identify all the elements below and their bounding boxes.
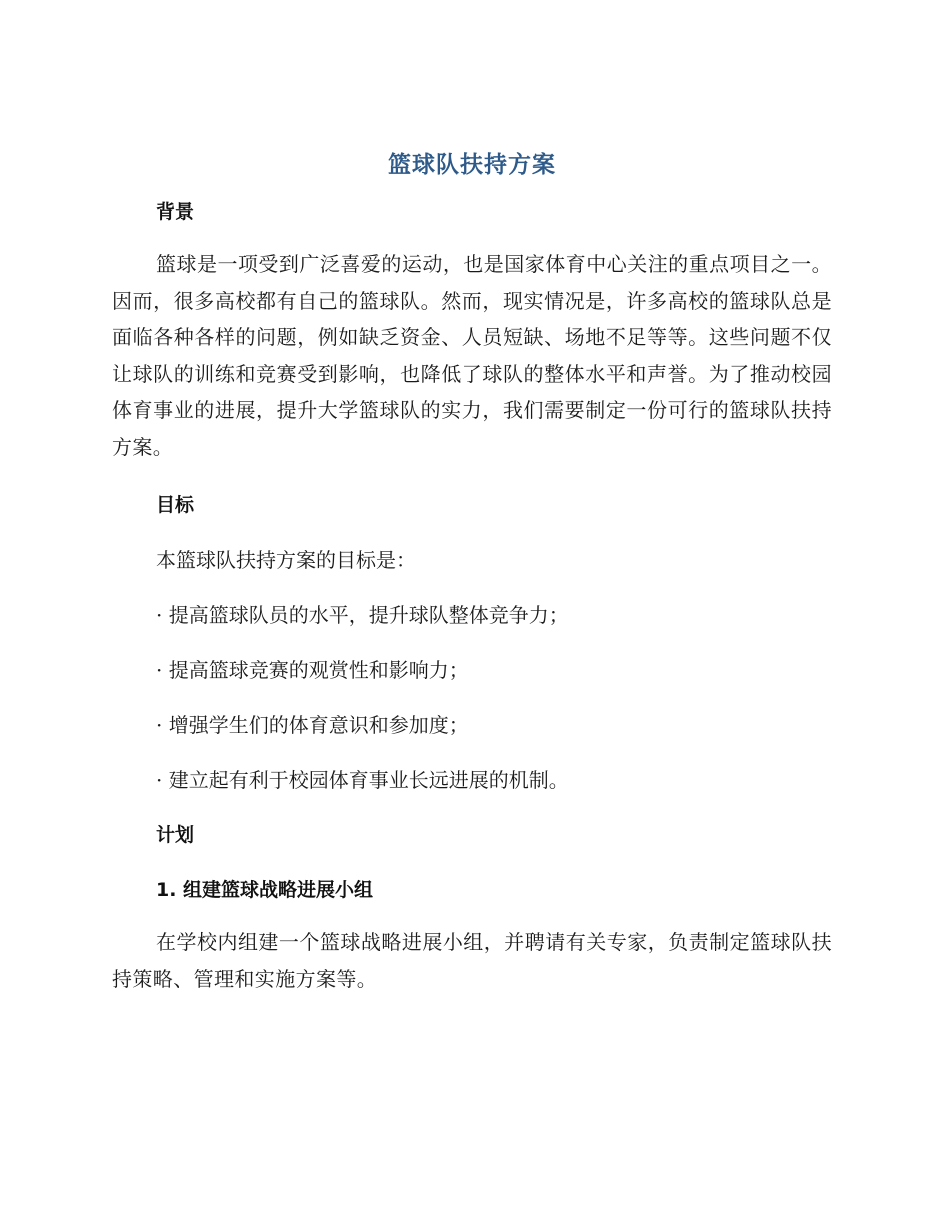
background-paragraph: 篮球是一项受到广泛喜爱的运动，也是国家体育中心关注的重点项目之一。因而，很多高校都有自己的篮球队。然而，现实情况是，许多高校的篮球队总是面临各种各样的问题，例如缺乏资金、人员短缺、场地不足等等。这些问题不仅让球队的训练和竞赛受到影响，也降低了球队的整体水平和声誉。为了推动校园体育事业的进展，提升大学篮球队的实力，我们需要制定一份可行的篮球队扶持方案。	[112, 252, 832, 459]
spacer	[112, 630, 832, 655]
spacer	[112, 740, 832, 765]
goal-list-item: · 提高篮球队员的水平，提升球队整体竞争力；	[156, 603, 569, 627]
spacer	[112, 465, 832, 490]
goal-list-item: · 建立起有利于校园体育事业长远进展的机制。	[156, 768, 569, 792]
spacer	[112, 685, 832, 710]
document-page	[112, 145, 832, 997]
goals-intro: 本篮球队扶持方案的目标是：	[156, 548, 416, 572]
spacer	[112, 575, 832, 600]
document-title: 篮球队扶持方案	[388, 152, 556, 178]
goal-list-item: · 提高篮球竞赛的观赏性和影响力；	[156, 658, 469, 682]
spacer	[112, 795, 832, 820]
section-heading-background: 背景	[156, 201, 195, 223]
goal-list-item: · 增强学生们的体育意识和参加度；	[156, 713, 469, 737]
section-heading-goals: 目标	[156, 494, 195, 516]
plan-paragraph: 在学校内组建一个篮球战略进展小组，并聘请有关专家，负责制定篮球队扶持策略、管理和实施方案等。	[112, 930, 832, 991]
spacer	[112, 227, 832, 246]
spacer	[112, 520, 832, 545]
spacer	[112, 850, 832, 875]
plan-subheading: 1. 组建篮球战略进展小组	[156, 879, 374, 901]
section-heading-plan: 计划	[156, 824, 195, 846]
spacer	[112, 905, 832, 924]
